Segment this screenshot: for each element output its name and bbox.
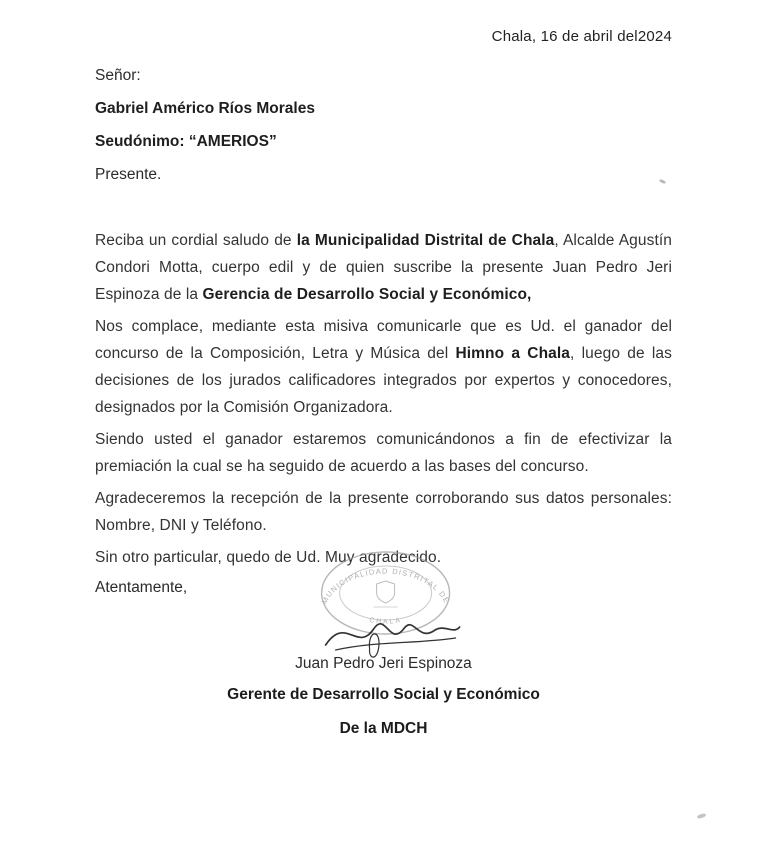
letter-date: Chala, 16 de abril del2024 <box>491 28 672 45</box>
paragraph-announcement <box>95 313 672 421</box>
signer-title: Gerente de Desarrollo Social y Económico <box>227 686 540 703</box>
paragraph-text: Reciba un cordial saludo de <box>95 232 297 249</box>
presente-line: Presente. <box>95 166 162 183</box>
svg-text:CHALA <box>368 617 402 626</box>
recipient-name: Gabriel Américo Ríos Morales <box>95 100 315 117</box>
paragraph-text-bold: la Municipalidad Distrital de Chala <box>296 232 555 249</box>
handwritten-signature <box>325 624 459 657</box>
closing-line: Atentamente, <box>95 579 188 596</box>
scan-artifact <box>697 813 707 819</box>
seal-text-top: MUNICIPALIDAD DISTRITAL DE <box>318 566 452 606</box>
paragraph-text-bold: Himno a Chala <box>455 345 571 362</box>
paragraph-text: Siendo usted el ganador estaremos comunicándonos a fin de efectivizar la premiación la cual se ha seguido de acuerdo a las bases del concurso. <box>95 431 672 475</box>
paragraph-text: , Alcalde Agustín Condori Motta, cuerpo edil y de quien suscribe la presente Juan Pedro Jeri Espinoza de la <box>95 232 673 303</box>
paragraph-text: Nos complace, mediante esta misiva comunicarle que es Ud. el ganador del concurso de la Composición, Letra y Música del <box>95 318 672 362</box>
salutation: Señor: <box>95 67 141 84</box>
paragraph-text: Sin otro particular, quedo de Ud. Muy agradecido. <box>95 549 442 566</box>
seal-text-bottom: CHALA <box>368 616 403 626</box>
pseudonym-line: Seudónimo: “AMERIOS” <box>95 133 277 150</box>
paragraph-text: , luego de las decisiones de los jurados calificadores integrados por expertos y conocedores, designados por la Comisión Organizadora. <box>95 345 673 416</box>
paragraph-request <box>95 485 672 539</box>
paragraph-award <box>95 426 672 480</box>
paragraph-text: Agradeceremos la recepción de la presente corroborando sus datos personales: Nombre, DNI y Teléfono. <box>95 490 672 534</box>
paragraph-text-bold: Gerencia de Desarrollo Social y Económico, <box>202 286 532 303</box>
signer-name: Juan Pedro Jeri Espinoza <box>295 655 472 672</box>
paragraph-greeting <box>95 227 672 308</box>
paragraph-farewell <box>95 544 672 571</box>
signer-organization: De la MDCH <box>339 720 428 737</box>
